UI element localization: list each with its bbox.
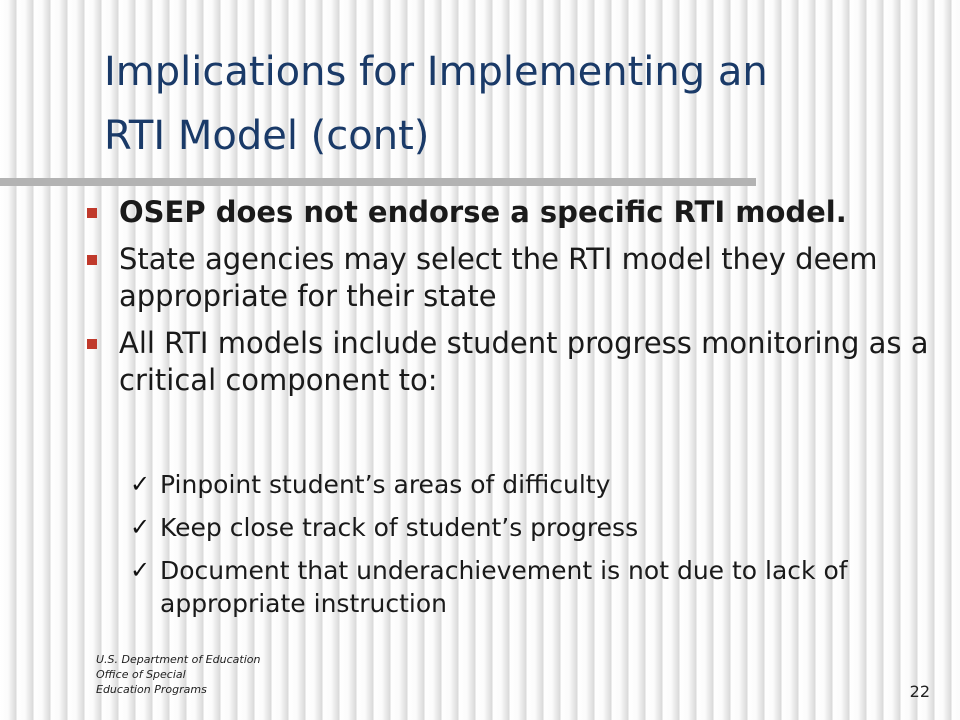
bullet-text-2: State agencies may select the RTI model they deem appropriate for their state	[119, 242, 878, 313]
footer-line-3: Education Programs	[96, 683, 207, 696]
bullet-item-2	[84, 241, 934, 315]
slide-title-line-2: RTI Model (cont)	[104, 113, 430, 159]
slide-title	[104, 40, 924, 168]
page-number: 22	[909, 682, 930, 701]
bullet-text-3: All RTI models include student progress monitoring as a critical component to:	[119, 326, 929, 397]
footer-line-1: U.S. Department of Education	[96, 653, 261, 666]
footer-source	[96, 652, 356, 697]
bullet-text-1: OSEP does not endorse a specific RTI model.	[119, 195, 847, 229]
sub-bullet-text-3: Document that underachievement is not due to lack of appropriate instruction	[160, 556, 848, 618]
bullet-item-1	[84, 194, 934, 231]
sub-bullet-item-2	[130, 511, 940, 544]
sub-bullet-list	[130, 468, 940, 630]
sub-bullet-text-2: Keep close track of student’s progress	[160, 513, 639, 542]
slide-title-line-1: Implications for Implementing an	[104, 49, 768, 95]
check-icon: ✓	[130, 513, 151, 541]
sub-bullet-item-3	[130, 554, 940, 620]
sub-bullet-item-1	[130, 468, 940, 501]
footer-line-2: Office of Special	[96, 668, 186, 681]
check-icon: ✓	[130, 470, 151, 498]
bullet-item-3	[84, 325, 934, 399]
square-bullet-icon	[87, 208, 97, 218]
bullet-list	[84, 194, 934, 409]
sub-bullet-text-1: Pinpoint student’s areas of difficulty	[160, 470, 611, 499]
square-bullet-icon	[87, 255, 97, 265]
title-divider	[0, 178, 756, 186]
square-bullet-icon	[87, 339, 97, 349]
check-icon: ✓	[130, 556, 151, 584]
